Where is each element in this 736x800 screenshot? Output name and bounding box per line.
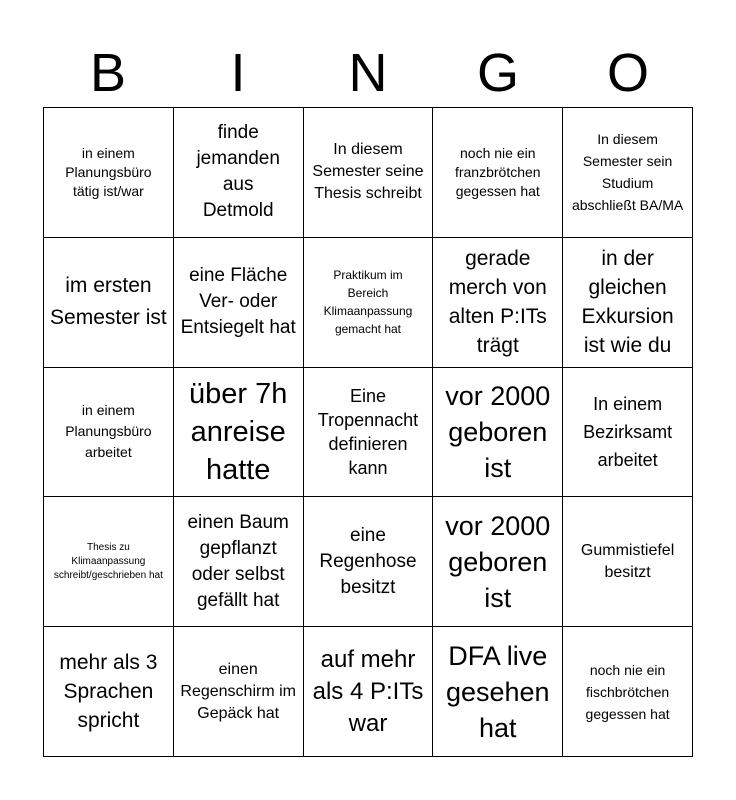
- bingo-cell-text: In diesem Semester sein Studium abschließt BA/MA: [571, 131, 684, 214]
- bingo-cell-r1-c1[interactable]: [44, 108, 174, 238]
- bingo-cell-r2-c3[interactable]: [304, 238, 434, 368]
- bingo-cell-text: in der gleichen Exkursion ist wie du: [581, 247, 674, 358]
- bingo-cell-text: in einem Planungsbüro arbeitet: [65, 402, 152, 461]
- bingo-cell-text: einen Regenschirm im Gepäck hat: [180, 660, 296, 722]
- bingo-cell-r1-c3[interactable]: [304, 108, 434, 238]
- bingo-cell-r2-c1[interactable]: [44, 238, 174, 368]
- bingo-cell-r5-c4[interactable]: [433, 627, 563, 757]
- bingo-cell-text: mehr als 3 Sprachen spricht: [59, 651, 158, 733]
- bingo-cell-text: einen Baum gepflanzt oder selbst gefällt hat: [187, 511, 289, 611]
- bingo-cell-r3-c3[interactable]: [304, 368, 434, 498]
- bingo-cell-r4-c5[interactable]: [563, 497, 693, 627]
- bingo-cell-text: über 7h anreise hatte: [189, 377, 288, 486]
- header-letter-n: N: [348, 43, 388, 103]
- bingo-cell-r2-c4[interactable]: [433, 238, 563, 368]
- bingo-cell-text: finde jemanden aus Detmold: [196, 122, 280, 222]
- bingo-cell-r4-c3[interactable]: [304, 497, 434, 627]
- bingo-cell-r3-c1[interactable]: [44, 368, 174, 498]
- bingo-cell-text: DFA live gesehen hat: [445, 640, 550, 743]
- bingo-cell-r1-c5[interactable]: [563, 108, 693, 238]
- bingo-cell-text: In einem Bezirksamt arbeitet: [583, 393, 673, 470]
- bingo-cell-r4-c1[interactable]: [44, 497, 174, 627]
- bingo-cell-r2-c5[interactable]: [563, 238, 693, 368]
- bingo-cell-text: Praktikum im Bereich Klimaanpassung gemacht hat: [323, 268, 413, 337]
- bingo-cell-r1-c2[interactable]: [174, 108, 304, 238]
- bingo-cell-text: vor 2000 geboren ist: [445, 380, 551, 483]
- header-letter-i: I: [230, 43, 246, 103]
- bingo-cell-text: In diesem Semester seine Thesis schreibt: [312, 141, 424, 203]
- bingo-header: [43, 38, 693, 108]
- bingo-cell-text: auf mehr als 4 P:ITs war: [312, 645, 424, 737]
- bingo-cell-text: Thesis zu Klimaanpassung schreibt/geschrieben hat: [53, 541, 163, 581]
- header-letter-o: O: [606, 43, 649, 103]
- bingo-cell-text: noch nie ein fischbrötchen gegessen hat: [585, 661, 670, 722]
- bingo-cell-text: Gummistiefel besitzt: [580, 541, 675, 581]
- header-letter-b: B: [89, 43, 127, 103]
- bingo-cell-r5-c5[interactable]: [563, 627, 693, 757]
- bingo-cell-r1-c4[interactable]: [433, 108, 563, 238]
- bingo-cell-text: eine Fläche Ver- oder Entsiegelt hat: [180, 265, 296, 339]
- bingo-card-grid: [43, 107, 693, 757]
- bingo-cell-text: in einem Planungsbüro tätig ist/war: [65, 144, 152, 199]
- bingo-cell-text: gerade merch von alten P:ITs trägt: [448, 247, 547, 358]
- header-letter-g: G: [476, 43, 519, 103]
- bingo-cell-r2-c2[interactable]: [174, 238, 304, 368]
- bingo-cell-r5-c3[interactable]: [304, 627, 434, 757]
- bingo-cell-r3-c5[interactable]: [563, 368, 693, 498]
- bingo-cell-r5-c1[interactable]: [44, 627, 174, 757]
- bingo-cell-r4-c2[interactable]: [174, 497, 304, 627]
- bingo-cell-text: eine Regenhose besitzt: [319, 524, 417, 598]
- bingo-cell-r3-c4[interactable]: [433, 368, 563, 498]
- bingo-cell-text: noch nie ein franzbrötchen gegessen hat: [454, 144, 541, 199]
- bingo-cell-r5-c2[interactable]: [174, 627, 304, 757]
- bingo-cell-r4-c4[interactable]: [433, 497, 563, 627]
- bingo-cell-text: Eine Tropennacht definieren kann: [317, 385, 419, 478]
- bingo-cell-text: im ersten Semester ist: [50, 274, 167, 330]
- bingo-cell-r3-c2[interactable]: [174, 368, 304, 498]
- bingo-cell-text: vor 2000 geboren ist: [445, 510, 551, 613]
